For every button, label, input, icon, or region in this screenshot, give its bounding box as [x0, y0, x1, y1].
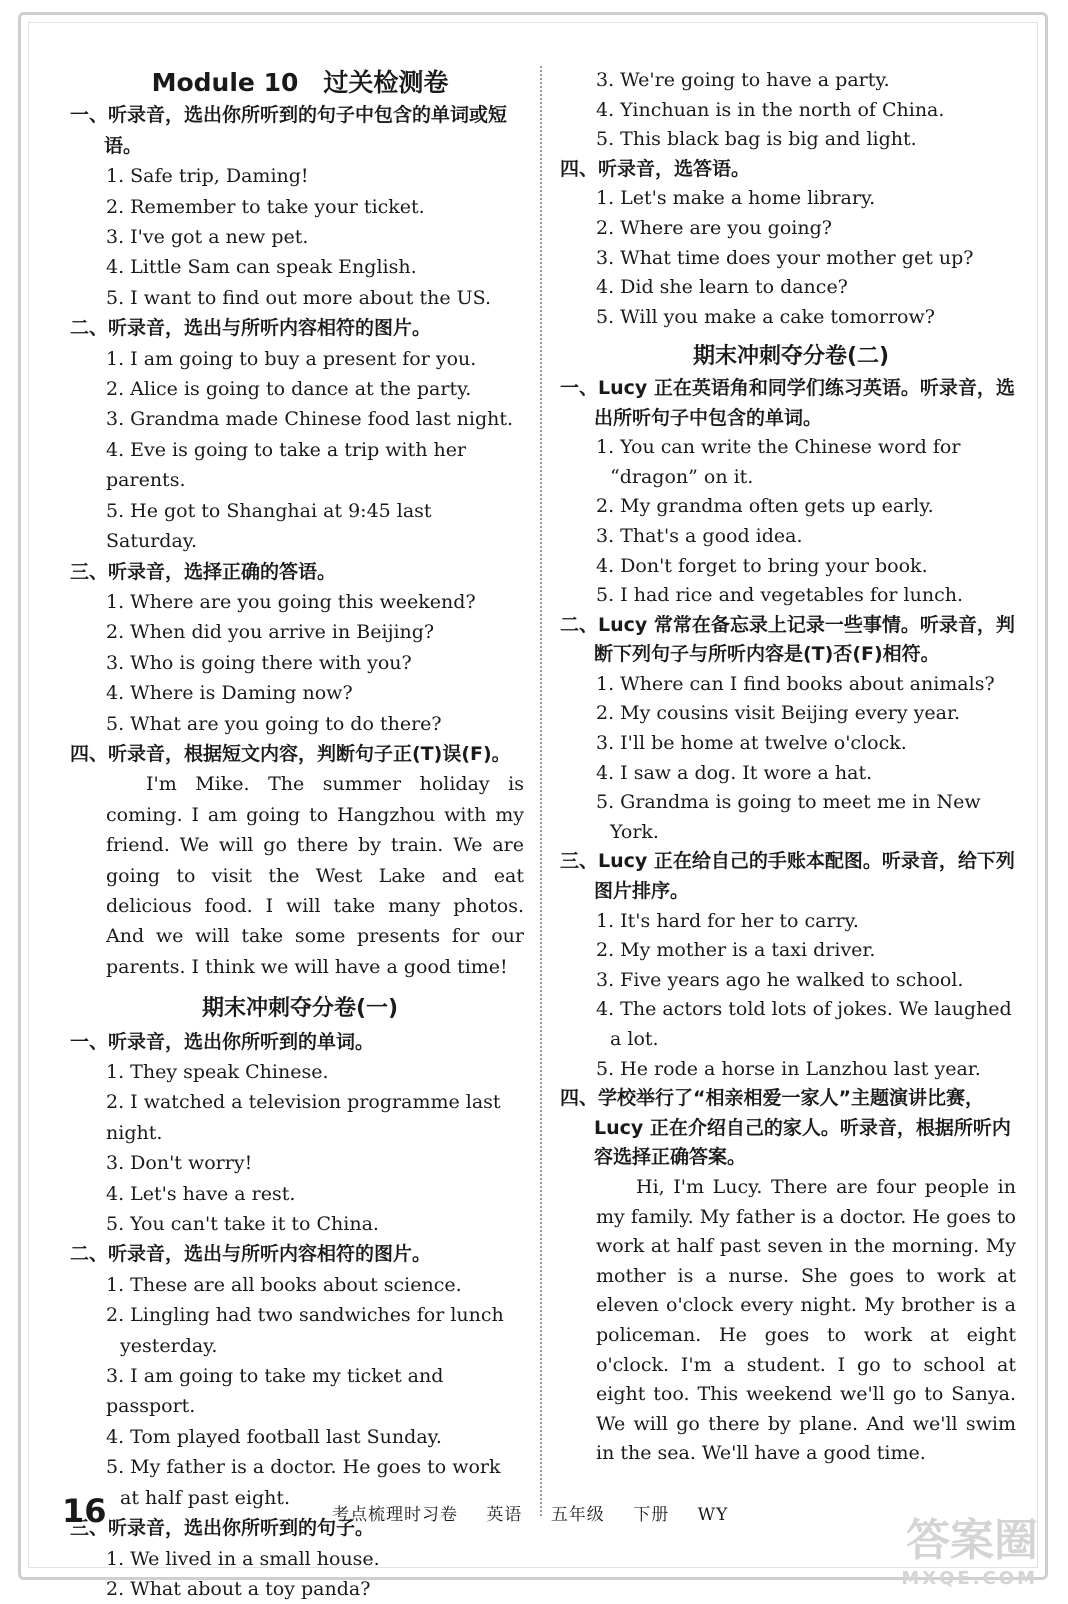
module-title: Module 10 过关检测卷	[151, 68, 449, 97]
list-item: 4. Yinchuan is in the north of China.	[596, 98, 945, 121]
list-item: 1. I am going to buy a present for you.	[106, 347, 477, 370]
list-item: 4. Where is Daming now?	[106, 682, 353, 705]
watermark-logo	[868, 1504, 1038, 1589]
list-item: 5. My father is a doctor. He goes to work at half past eight.	[106, 1456, 501, 1509]
list-item: 5. This black bag is big and light.	[596, 128, 917, 151]
list-item: 2. When did you arrive in Beijing?	[106, 621, 435, 644]
list-item: 4. Tom played football last Sunday.	[106, 1425, 442, 1448]
list-item: 2. Where are you going?	[596, 216, 832, 239]
list-item: 1. Where can I find books about animals?	[596, 672, 995, 695]
list-item: 3. We're going to have a party.	[596, 69, 890, 91]
list-item: 1. They speak Chinese.	[106, 1061, 329, 1083]
list-item: 1. It's hard for her to carry.	[596, 909, 859, 932]
list-item: 3. I am going to take my ticket and passport.	[106, 1365, 444, 1418]
section-heading: 一、听录音，选出你所听到的单词。	[70, 1030, 375, 1053]
list-item: 3. Don't worry!	[106, 1152, 253, 1175]
list-item: 3. I'll be home at twelve o'clock.	[596, 732, 907, 755]
list-item: 1. These are all books about science.	[106, 1273, 462, 1296]
list-item: 1. Safe trip, Daming!	[106, 165, 309, 188]
list-item: 3. What time does your mother get up?	[596, 246, 974, 269]
list-item: 2. Lingling had two sandwiches for lunch yesterday.	[106, 1304, 504, 1357]
list-item: 2. Alice is going to dance at the party.	[106, 378, 472, 401]
list-item: 2. I watched a television programme last night.	[106, 1091, 501, 1144]
list-item: 5. Will you make a cake tomorrow?	[596, 305, 935, 328]
list-item: 5. I had rice and vegetables for lunch.	[596, 584, 964, 607]
list-item: 5. He got to Shanghai at 9:45 last Saturday.	[106, 499, 432, 553]
footer-grade: 五年级	[550, 1505, 605, 1525]
exam-title: 期末冲刺夺分卷(一)	[201, 996, 399, 1022]
list-item: 4. The actors told lots of jokes. We laughed a lot.	[596, 998, 1012, 1050]
footer-book-info	[332, 1500, 750, 1525]
passage: Hi, I'm Lucy. There are four people in my family. My father is a doctor. He goes to work at half past seven in the morning. My mother is a nurse. She goes to work at eleven o'clock every night. My brother is a policeman. He goes to work at eight o'clock. I'm a student. I go to school at eight too. This weekend we'll go to Sanya. We will go there by plane. And we'll swim in the sea. We'll have a good time.	[596, 1175, 1016, 1465]
footer-book-title: 考点梳理时习卷	[332, 1505, 458, 1525]
list-item: 5. I want to find out more about the US.	[106, 286, 492, 309]
page-number: 16	[62, 1492, 107, 1530]
passage: I'm Mike. The summer holiday is coming. I am going to Hangzhou with my friend. We will go there by train. We are going to visit the West Lake and eat delicious food. I will take many photos. And we will take some presents for our parents. I think we will have a good time!	[106, 773, 524, 978]
section-heading: 三、听录音，选出你所听到的句子。	[70, 1517, 375, 1540]
right-column	[560, 66, 1016, 1469]
watermark-url: MXQE.COM	[901, 1568, 1038, 1589]
section-heading: 二、听录音，选出与所听内容相符的图片。	[70, 1243, 432, 1266]
list-item: 2. My mother is a taxi driver.	[596, 939, 876, 962]
list-item: 5. What are you going to do there?	[106, 712, 442, 735]
section-heading: 一、Lucy 正在英语角和同学们练习英语。听录音，选出所听句子中包含的单词。	[560, 376, 1015, 429]
section-heading: 二、听录音，选出与所听内容相符的图片。	[70, 317, 432, 340]
list-item: 4. Did she learn to dance?	[596, 276, 848, 299]
footer-edition: WY	[697, 1505, 729, 1525]
list-item: 4. Don't forget to bring your book.	[596, 554, 928, 577]
list-item: 1. You can write the Chinese word for “dragon” on it.	[596, 436, 961, 488]
list-item: 4. Let's have a rest.	[106, 1182, 296, 1205]
footer-subject: 英语	[486, 1505, 523, 1525]
section-heading: 二、Lucy 常常在备忘录上记录一些事情。听录音，判断下列句子与所听内容是(T)否(F)相符。	[560, 613, 1015, 666]
page-footer	[62, 1492, 982, 1536]
section-heading: 一、听录音，选出你所听到的句子中包含的单词或短语。	[70, 104, 508, 157]
list-item: 2. My grandma often gets up early.	[596, 495, 934, 518]
exam-title: 期末冲刺夺分卷(二)	[692, 344, 890, 370]
list-item: 5. He rode a horse in Lanzhou last year.	[596, 1057, 981, 1080]
list-item: 3. Who is going there with you?	[106, 651, 412, 674]
list-item: 1. Where are you going this weekend?	[106, 590, 476, 613]
list-item: 3. I've got a new pet.	[106, 226, 309, 249]
list-item: 4. Eve is going to take a trip with her parents.	[106, 438, 467, 492]
list-item: 5. You can't take it to China.	[106, 1213, 379, 1236]
watermark-text: 答案圈	[906, 1515, 1038, 1566]
list-item: 3. Five years ago he walked to school.	[596, 968, 964, 991]
list-item: 4. I saw a dog. It wore a hat.	[596, 761, 873, 784]
section-heading: 四、听录音，选答语。	[560, 157, 751, 180]
left-column	[70, 64, 524, 1604]
list-item: 2. My cousins visit Beijing every year.	[596, 702, 960, 725]
footer-volume: 下册	[633, 1505, 670, 1525]
list-item: 2. What about a toy panda?	[106, 1577, 371, 1600]
list-item: 3. Grandma made Chinese food last night.	[106, 408, 514, 431]
list-item: 3. That's a good idea.	[596, 524, 803, 547]
list-item: 1. We lived in a small house.	[106, 1547, 380, 1570]
section-heading: 四、听录音，根据短文内容，判断句子正(T)误(F)。	[70, 742, 511, 765]
list-item: 1. Let's make a home library.	[596, 187, 876, 210]
list-item: 5. Grandma is going to meet me in New York.	[596, 791, 981, 843]
column-divider	[540, 66, 542, 1516]
list-item: 4. Little Sam can speak English.	[106, 256, 417, 279]
section-heading: 四、学校举行了“相亲相爱一家人”主题演讲比赛，Lucy 正在介绍自己的家人。听录音，根据所听内容选择正确答案。	[560, 1087, 1011, 1169]
section-heading: 三、Lucy 正在给自己的手账本配图。听录音，给下列图片排序。	[560, 850, 1015, 903]
section-heading: 三、听录音，选择正确的答语。	[70, 560, 337, 583]
list-item: 2. Remember to take your ticket.	[106, 195, 425, 218]
